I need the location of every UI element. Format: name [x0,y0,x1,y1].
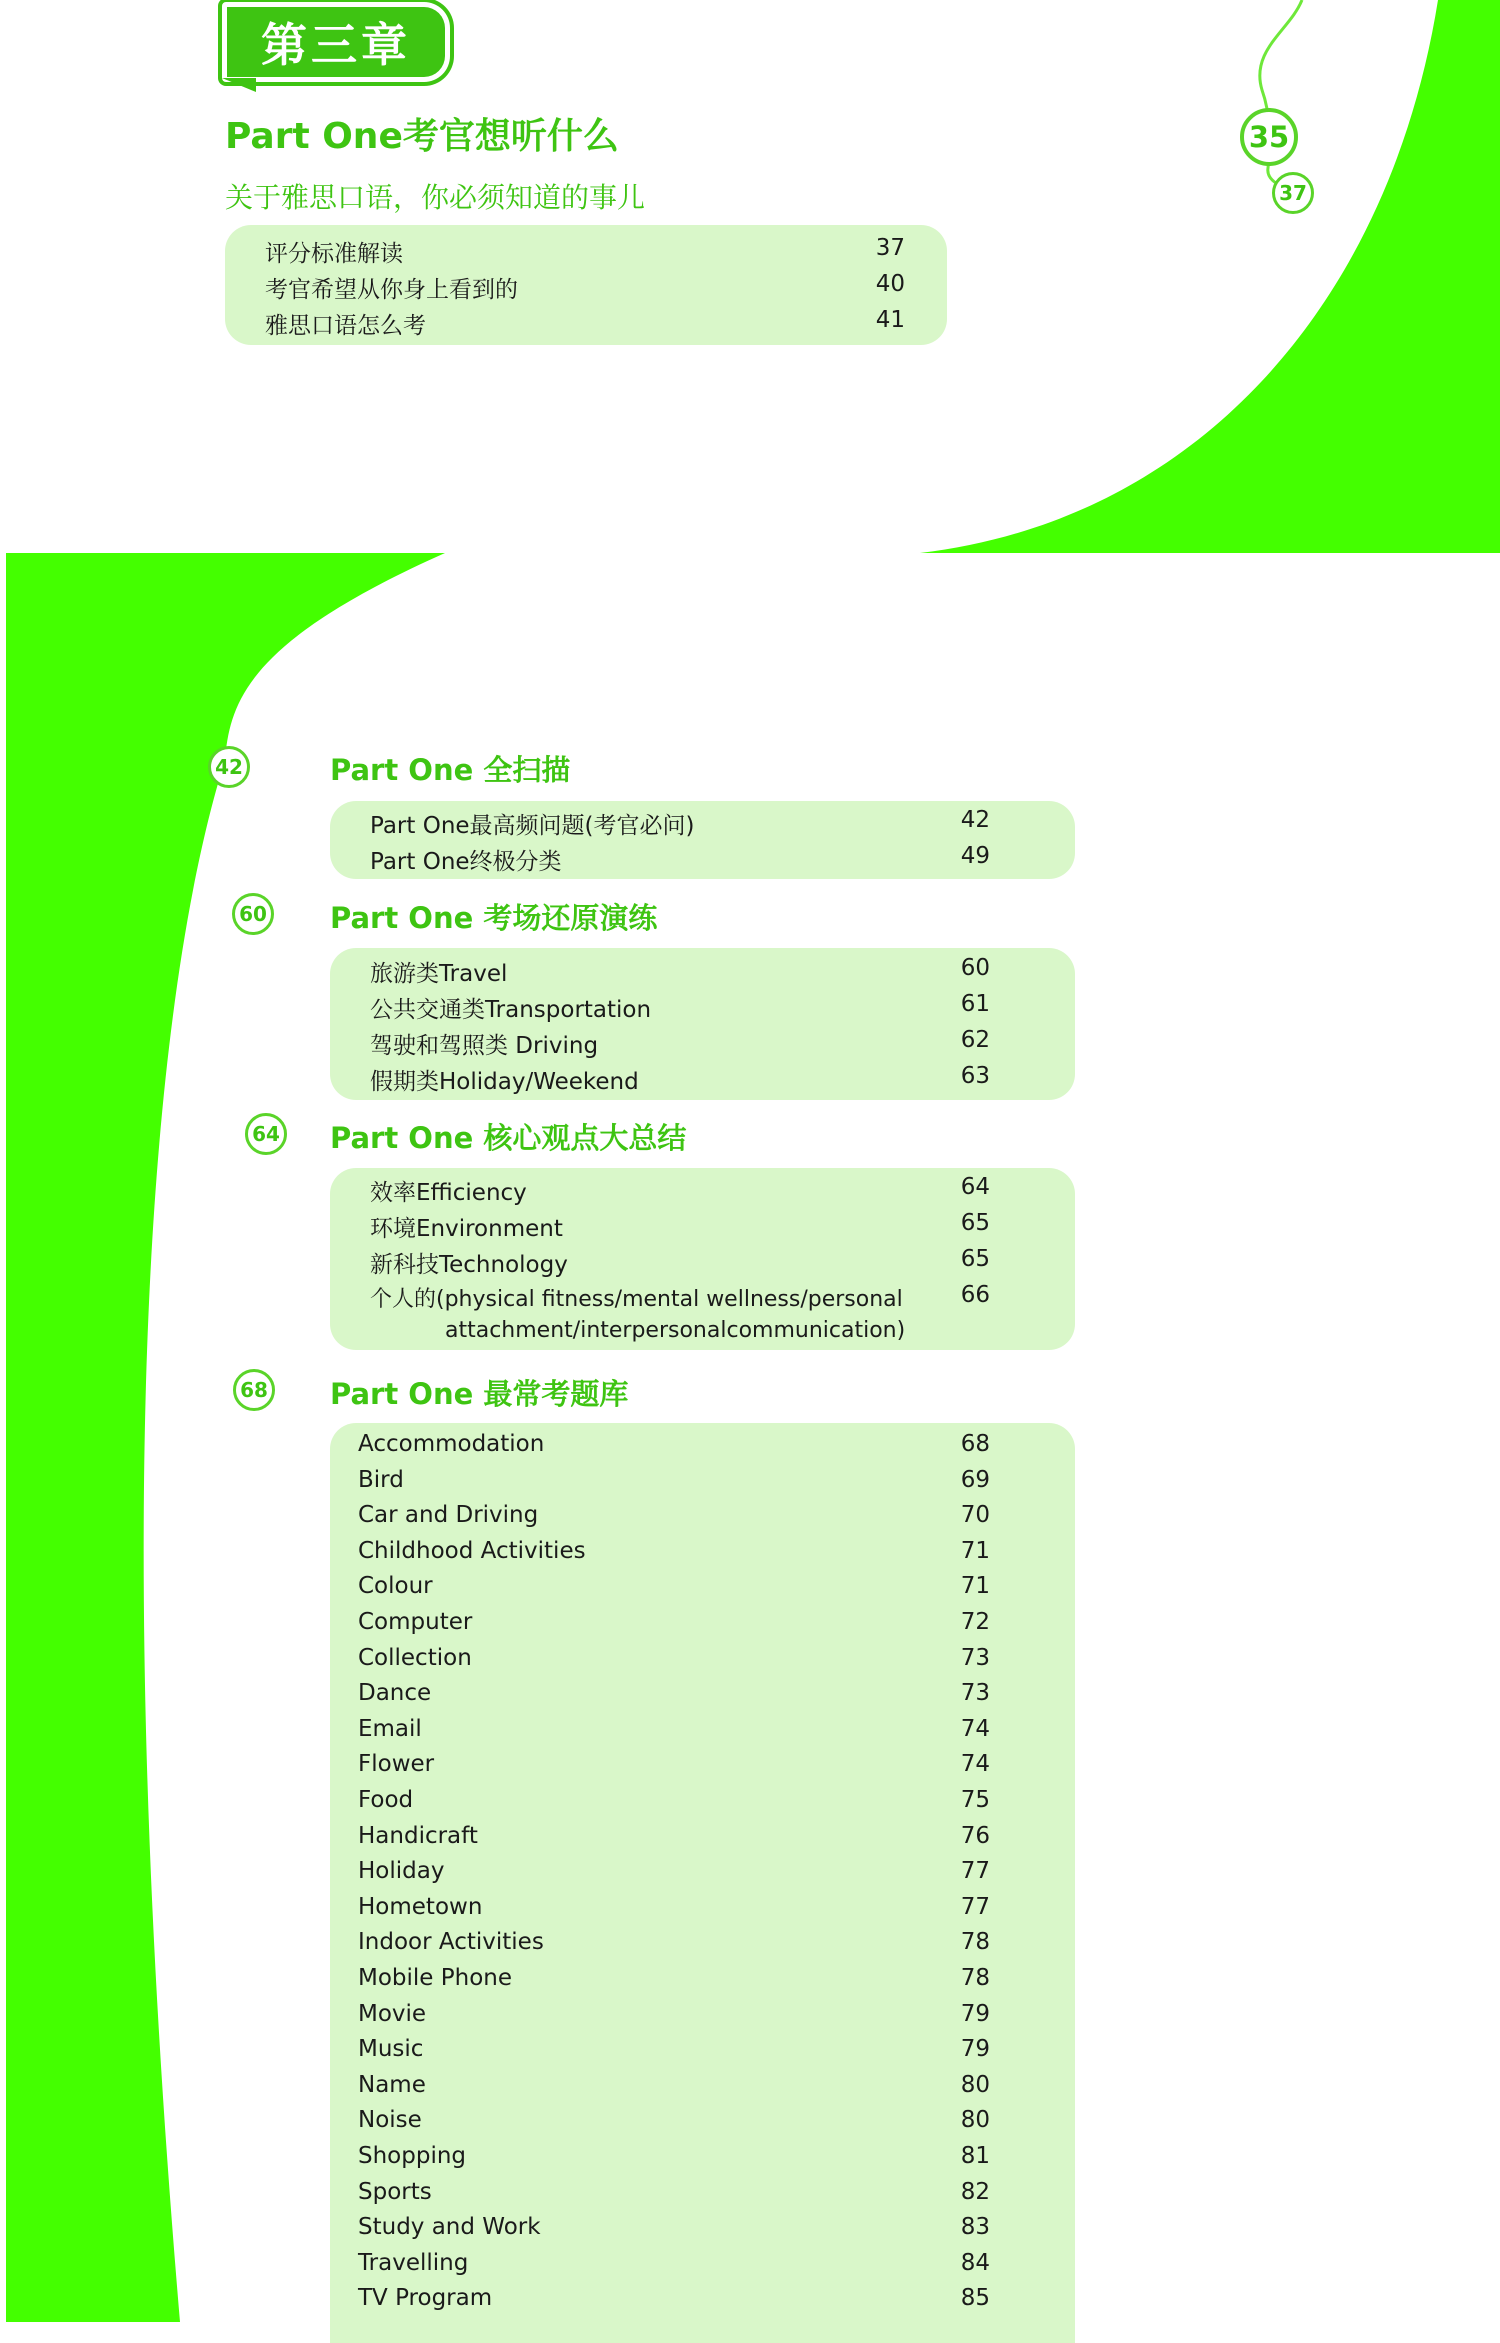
toc-item-label[interactable]: Dance [358,1680,432,1707]
toc-item-label[interactable]: 驾驶和驾照类 Driving [370,1033,599,1059]
toc-item-page: 78 [960,1965,990,1991]
toc-item-page: 65 [960,1210,990,1236]
toc-item-page: 78 [960,1929,990,1956]
toc-item-label[interactable]: Travelling [358,2249,469,2276]
top-right-green-swoosh [920,0,1500,553]
section-title: Part One 最常考题库 [330,1377,629,1411]
toc-item-page: 84 [960,2249,990,2276]
toc-item-label[interactable]: Flower [358,1751,435,1778]
toc-item-label[interactable]: 个人的(physical fitness/mental wellness/personal [370,1287,903,1312]
toc-item-label[interactable]: TV Program [358,2285,493,2312]
toc-item-label[interactable]: Study and Work [358,2214,541,2241]
page-marker-68: 68 [233,1369,275,1411]
chapter-badge: 第三章 [222,2,450,82]
toc-item-label[interactable]: Bird [358,1466,404,1493]
toc-item-page: 63 [960,1063,990,1089]
toc-item-page: 40 [875,271,905,297]
toc-item-label[interactable]: Handicraft [358,1822,478,1849]
page-marker-42: 42 [208,746,250,788]
toc-item-page: 74 [960,1715,990,1742]
toc-item-page: 72 [960,1609,990,1635]
section-title: Part One 考场还原演练 [330,901,658,935]
toc-item-page: 73 [960,1644,990,1671]
toc-item-label[interactable]: Car and Driving [358,1502,539,1529]
toc-item-label[interactable]: 公共交通类Transportation [370,997,652,1023]
section-title: Part One 全扫描 [330,753,571,787]
toc-item-page: 64 [960,1174,990,1200]
toc-item-label[interactable]: 环境Environment [370,1216,563,1242]
toc-item-page: 77 [960,1893,990,1920]
toc-item-page: 82 [960,2178,990,2205]
chapter-badge-tail [222,78,256,92]
toc-item-label[interactable]: Email [358,1715,422,1742]
toc-item-label[interactable]: Movie [358,2000,427,2027]
toc-item-label[interactable]: 旅游类Travel [370,961,508,987]
toc-item-page: 76 [960,1822,990,1849]
toc-item-page: 37 [875,235,905,261]
toc-item-label[interactable]: Collection [358,1644,472,1671]
toc-item-page: 68 [960,1431,990,1457]
page-marker-37: 37 [1272,172,1314,214]
toc-item-page: 71 [960,1573,990,1600]
toc-item-page: 80 [960,2107,990,2134]
toc-item-label[interactable]: Part One终极分类 [370,849,562,875]
toc-item-label[interactable]: Food [358,1787,414,1813]
toc-item-label[interactable]: 雅思口语怎么考 [265,313,426,339]
toc-item-label[interactable]: Sports [358,2178,432,2205]
toc-item-page: 69 [960,1466,990,1493]
toc-item-label[interactable]: 效率Efficiency [370,1180,527,1206]
toc-item-label[interactable]: Part One最高频问题(考官必问) [370,813,695,839]
toc-item-label[interactable]: 假期类Holiday/Weekend [370,1069,639,1095]
toc-item-page: 73 [960,1680,990,1707]
toc-item-page: 79 [960,2000,990,2027]
toc-item-label[interactable]: Indoor Activities [358,1929,544,1956]
page-marker-60: 60 [232,893,274,935]
chapter-items-box [225,225,947,345]
toc-item-label[interactable]: Music [358,2036,424,2063]
toc-item-label[interactable]: Mobile Phone [358,1965,513,1991]
toc-item-page: 80 [960,2071,990,2098]
toc-item-page: 71 [960,1537,990,1564]
section-items-box [330,801,1075,879]
toc-item-page: 41 [875,307,905,333]
page-marker-64: 64 [245,1113,287,1155]
toc-item-page: 66 [960,1282,990,1308]
toc-item-label[interactable]: Childhood Activities [358,1537,586,1564]
section-title: Part One 核心观点大总结 [330,1121,687,1155]
toc-item-page: 42 [960,807,990,833]
toc-item-page: 83 [960,2214,990,2241]
toc-item-label[interactable]: Colour [358,1573,433,1600]
toc-item-page: 77 [960,1858,990,1885]
toc-item-page: 61 [960,991,990,1017]
toc-item-label[interactable]: Computer [358,1609,473,1635]
toc-item-page: 81 [960,2143,990,2169]
chapter-subtitle: 关于雅思口语，你必须知道的事儿 [225,181,646,214]
left-ribbon-line [225,740,266,2322]
toc-item-label[interactable]: Noise [358,2107,422,2134]
toc-item-page: 65 [960,1246,990,1272]
toc-item-label[interactable]: Hometown [358,1893,483,1920]
section-items-box [330,948,1075,1100]
page-marker-35: 35 [1240,108,1298,166]
toc-item-label[interactable]: Shopping [358,2143,467,2169]
toc-item-label[interactable]: 评分标准解读 [265,241,403,267]
toc-item-page: 62 [960,1027,990,1053]
toc-item-page: 74 [960,1751,990,1778]
toc-item-label[interactable]: 新科技Technology [370,1252,568,1278]
toc-item-page: 75 [960,1787,990,1813]
toc-item-label-continued: attachment/interpersonalcommunication) [445,1318,906,1343]
toc-item-label[interactable]: Name [358,2071,426,2098]
toc-item-page: 70 [960,1502,990,1529]
chapter-title: Part One考官想听什么 [225,116,619,157]
section-items-box [330,1168,1075,1350]
toc-item-page: 49 [960,843,990,869]
toc-item-page: 79 [960,2036,990,2063]
toc-item-label[interactable]: Accommodation [358,1431,545,1457]
toc-item-page: 85 [960,2285,990,2312]
toc-item-label[interactable]: Holiday [358,1858,445,1885]
toc-item-page: 60 [960,955,990,981]
toc-item-label[interactable]: 考官希望从你身上看到的 [265,277,518,303]
section-items-box [330,1423,1075,2343]
left-edge-strip [0,553,6,2322]
